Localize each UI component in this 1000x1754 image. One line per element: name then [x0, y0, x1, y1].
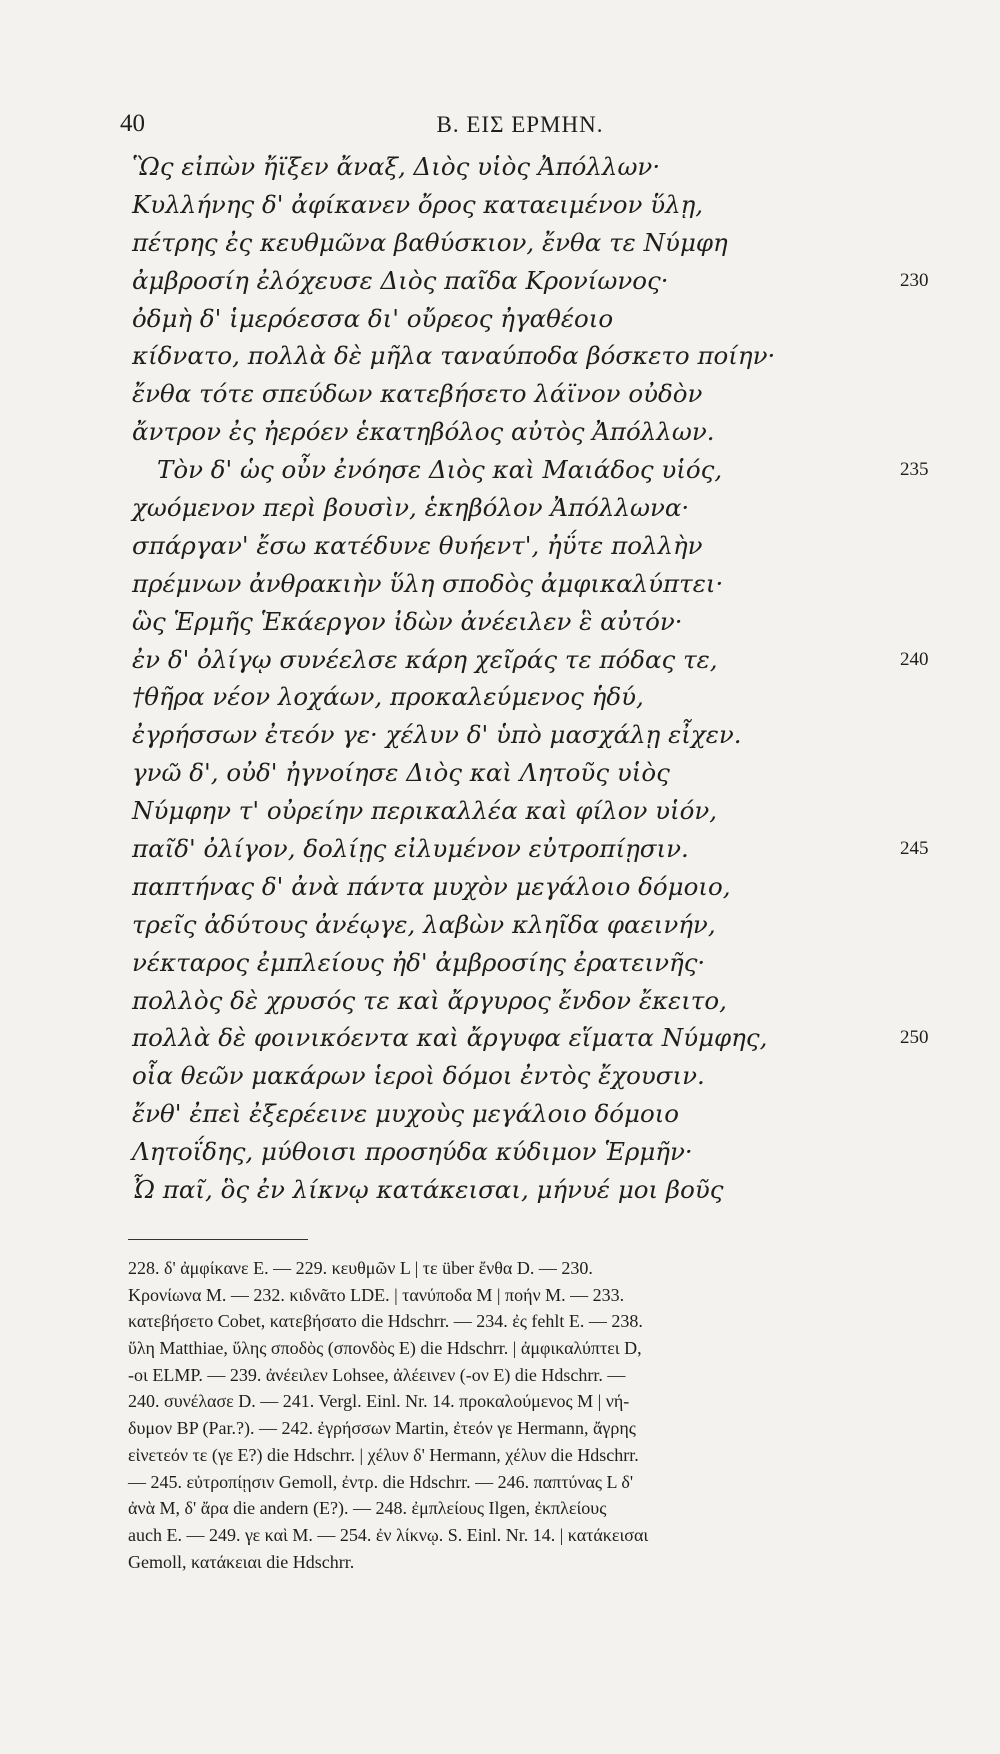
verse-line-text: κίδνατο, πολλὰ δὲ μῆλα ταναύποδα βόσκετο ποίην· — [132, 341, 776, 371]
verse-line — [132, 186, 932, 224]
verse-line — [132, 224, 932, 262]
running-title: B. ΕΙΣ ΕΡΜΗΝ. — [436, 112, 604, 137]
line-number: 245 — [900, 838, 929, 860]
verse-line — [132, 451, 932, 489]
verse-line-text: ἔνθα τότε σπεύδων κατεβήσετο λάϊνον οὐδὸν — [132, 379, 703, 409]
verse-line — [132, 830, 932, 868]
apparatus-line: 228. δ' ἀμφίκανε E. — 229. κευθμῶν L | τε über ἔνθα D. — 230. — [128, 1258, 593, 1278]
verse-line — [132, 944, 932, 982]
verse-line-text: ὣς Ἑρμῆς Ἑκάεργον ἰδὼν ἀνέειλεν ἓ αὐτόν· — [132, 606, 683, 636]
verse-line-text: τρεῖς ἀδύτους ἀνέῳγε, λαβὼν κληῖδα φαεινήν, — [132, 909, 716, 939]
verse-line-text: πέτρης ἐς κευθμῶνα βαθύσκιον, ἔνθα τε Νύμφη — [132, 227, 728, 257]
apparatus-line: εἰνετεόν τε (γε E?) die Hdschrr. | χέλυν δ' Hermann, χέλυν die Hdschrr. — [128, 1444, 639, 1465]
verse-line-text: οἷα θεῶν μακάρων ἱεροὶ δόμοι ἐντὸς ἔχουσιν. — [132, 1061, 705, 1091]
verse-line-text: παπτήνας δ' ἀνὰ πάντα μυχὸν μεγάλοιο δόμοιο, — [132, 871, 731, 901]
verse-line — [132, 565, 932, 603]
verse-line — [132, 300, 932, 338]
verse-line — [132, 678, 932, 716]
verse-line — [132, 148, 932, 186]
verse-line-text: ἄντρον ἐς ἠερόεν ἑκατηβόλος αὐτὸς Ἀπόλλων. — [132, 417, 715, 447]
verse-line — [132, 1057, 932, 1095]
line-number: 235 — [900, 459, 929, 481]
verse-line — [132, 262, 932, 300]
verse-line-text: γνῶ δ', οὐδ' ἠγνοίησε Διὸς καὶ Λητοῦς υἱὸς — [132, 758, 670, 788]
apparatus-line: κατεβήσετο Cobet, κατεβήσατο die Hdschrr. — 234. ἐς fehlt E. — 238. — [128, 1311, 643, 1332]
verse-line-text: πρέμνων ἀνθρακιὴν ὕλη σποδὸς ἀμφικαλύπτει· — [132, 568, 724, 598]
apparatus-line: δυμον BP (Par.?). — 242. ἐγρήσσων Martin, ἐτεόν γε Hermann, ἄγρης — [128, 1418, 636, 1439]
verse-line — [132, 868, 932, 906]
verse-line-text: πολλὰ δὲ φοινικόεντα καὶ ἄργυφα εἵματα Νύμφης, — [132, 1023, 768, 1053]
verse-line-text: παῖδ' ὀλίγον, δολίῃς εἰλυμένον εὐτροπίῃσιν. — [132, 834, 689, 864]
verse-line-text: ὀδμὴ δ' ἱμερόεσσα δι' οὔρεος ἠγαθέοιο — [132, 303, 614, 333]
apparatus-line: 240. συνέλασε D. — 241. Vergl. Einl. Nr. 14. προκαλούμενος M | νή- — [128, 1391, 630, 1412]
verse-line-text: πολλὸς δὲ χρυσός τε καὶ ἄργυρος ἔνδον ἔκειτο, — [132, 985, 727, 1015]
verse-line-text: †θῆρα νέον λοχάων, προκαλεύμενος ἡδύ, — [132, 682, 644, 712]
line-number: 250 — [900, 1027, 929, 1049]
verse-line — [132, 982, 932, 1020]
verse-line-text: Ὣς εἰπὼν ἤϊξεν ἄναξ, Διὸς υἱὸς Ἀπόλλων· — [132, 152, 661, 181]
verse-line — [132, 754, 932, 792]
verse-line-text: Νύμφην τ' οὐρείην περικαλλέα καὶ φίλον υἱόν, — [132, 796, 718, 826]
verse-line-text: ἔνθ' ἐπεὶ ἐξερέεινε μυχοὺς μεγάλοιο δόμοιο — [132, 1099, 680, 1129]
footnote-rule — [128, 1239, 308, 1240]
apparatus-line: — 245. εὐτροπίῃσιν Gemoll, ἐντρ. die Hdschrr. — 246. παπτύνας L δ' — [128, 1471, 634, 1492]
critical-apparatus — [128, 1255, 923, 1575]
verse-line-text: Λητοΐδης, μύθοισι προσηύδα κύδιμον Ἑρμῆν· — [132, 1137, 693, 1167]
verse-line-text: σπάργαν' ἔσω κατέδυνε θυήεντ', ἠΰτε πολλὴν — [132, 530, 703, 560]
verse-line-text: Ὦ παῖ, ὃς ἐν λίκνῳ κατάκεισαι, μήνυέ μοι βοῦς — [132, 1175, 724, 1205]
verse-line-text: ἐν δ' ὀλίγῳ συνέελσε κάρη χεῖράς τε πόδας τε, — [132, 644, 718, 674]
apparatus-line: Κρονίωνα M. — 232. κιδνᾶτο LDE. | τανύποδα M | ποήν M. — 233. — [128, 1284, 625, 1305]
verse-line — [132, 641, 932, 679]
verse-line-text: νέκταρος ἐμπλείους ἠδ' ἀμβροσίης ἐρατεινῆς· — [132, 947, 706, 977]
verse-text — [132, 148, 932, 1209]
verse-line — [132, 1133, 932, 1171]
verse-line — [132, 1019, 932, 1057]
verse-line-text: Κυλλήνης δ' ἀφίκανεν ὄρος καταειμένον ὕλῃ, — [132, 189, 704, 219]
verse-line-text: Τὸν δ' ὡς οὖν ἐνόησε Διὸς καὶ Μαιάδος υἱός, — [157, 455, 723, 485]
verse-line-text: χωόμενον περὶ βουσὶν, ἑκηβόλον Ἀπόλλωνα· — [132, 493, 690, 523]
verse-line — [132, 1095, 932, 1133]
verse-line — [132, 375, 932, 413]
page-header — [120, 110, 920, 150]
line-number: 230 — [900, 269, 929, 291]
verse-line — [132, 603, 932, 641]
verse-line — [132, 527, 932, 565]
verse-line — [132, 716, 932, 754]
apparatus-line: ὕλη Matthiae, ὕλης σποδὸς (σπονδὸς E) die Hdschrr. | ἀμφικαλύπτει D, — [128, 1338, 642, 1359]
verse-line — [132, 906, 932, 944]
line-number: 240 — [900, 648, 929, 670]
verse-line-text: ἀμβροσίη ἐλόχευσε Διὸς παῖδα Κρονίωνος· — [132, 265, 669, 295]
apparatus-line: ἀνὰ M, δ' ἄρα die andern (E?). — 248. ἐμπλείους Ilgen, ἐκπλείους — [128, 1498, 607, 1519]
verse-line — [132, 337, 932, 375]
verse-line — [132, 489, 932, 527]
verse-line-text: ἐγρήσσων ἐτεόν γε· χέλυν δ' ὑπὸ μασχάλῃ εἶχεν. — [132, 720, 742, 750]
verse-line — [132, 1171, 932, 1209]
apparatus-line: auch E. — 249. γε καὶ M. — 254. ἐν λίκνῳ. S. Einl. Nr. 14. | κατάκεισαι — [128, 1524, 649, 1545]
page-number: 40 — [120, 110, 145, 137]
verse-line — [132, 413, 932, 451]
verse-line — [132, 792, 932, 830]
apparatus-line: -οι ELMP. — 239. ἀνέειλεν Lohsee, ἀλέεινεν (-ον E) die Hdschrr. — — [128, 1364, 626, 1385]
apparatus-line: Gemoll, κατάκειαι die Hdschrr. — [128, 1551, 355, 1572]
